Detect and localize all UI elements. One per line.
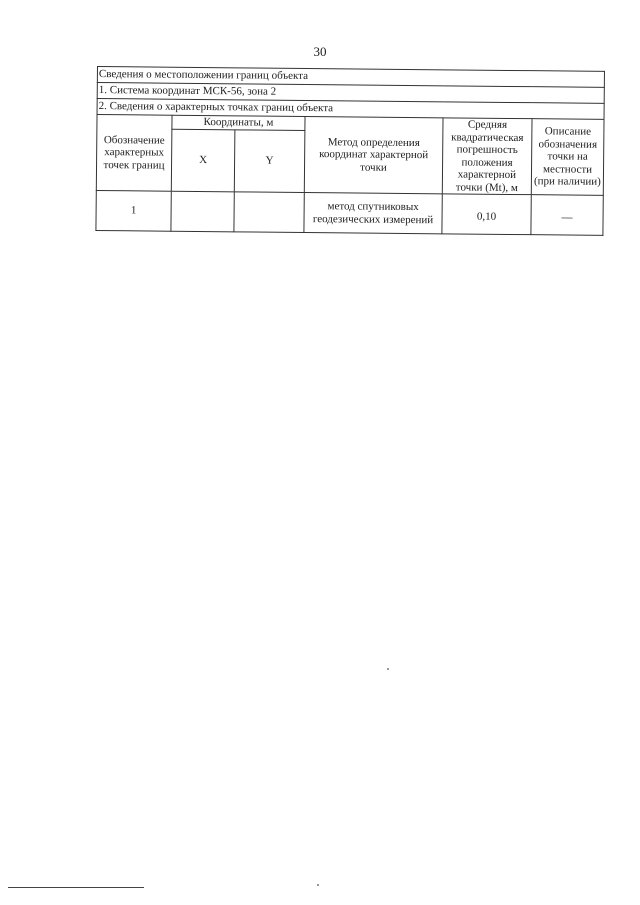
cell-method: метод спутниковых геодезических измерений — [304, 192, 442, 233]
page-number: 30 — [313, 44, 327, 59]
header-method: Метод определения координат характерной точки — [304, 116, 443, 193]
header-x: X — [171, 129, 235, 191]
cell-designation: 1 — [96, 190, 171, 231]
table-title: Сведения о местоположении границ объекта — [97, 67, 604, 88]
cell-error: 0,10 — [442, 194, 531, 235]
cell-description: — — [531, 195, 603, 236]
header-designation: Обозначение характерных точек границ — [96, 115, 172, 192]
scan-speck — [317, 884, 319, 886]
coordinate-system: 1. Система координат МСК-56, зона 2 — [97, 83, 604, 104]
boundary-info-table — [95, 66, 605, 236]
header-error: Средняя квадратическая погрешность положения характерной точки (Mt), м — [442, 118, 532, 195]
header-description: Описание обозначения точки на местности (при наличии) — [531, 119, 604, 196]
boundary-table-wrapper — [95, 66, 604, 236]
scan-speck — [387, 668, 389, 670]
points-section-title: 2. Сведения о характерных точках границ объекта — [97, 99, 604, 120]
cell-y — [234, 192, 304, 233]
footer-line — [8, 887, 144, 888]
table-row — [96, 190, 603, 235]
cell-x — [171, 191, 234, 232]
header-y: Y — [234, 130, 305, 192]
header-coordinates: Координаты, м — [172, 115, 305, 130]
